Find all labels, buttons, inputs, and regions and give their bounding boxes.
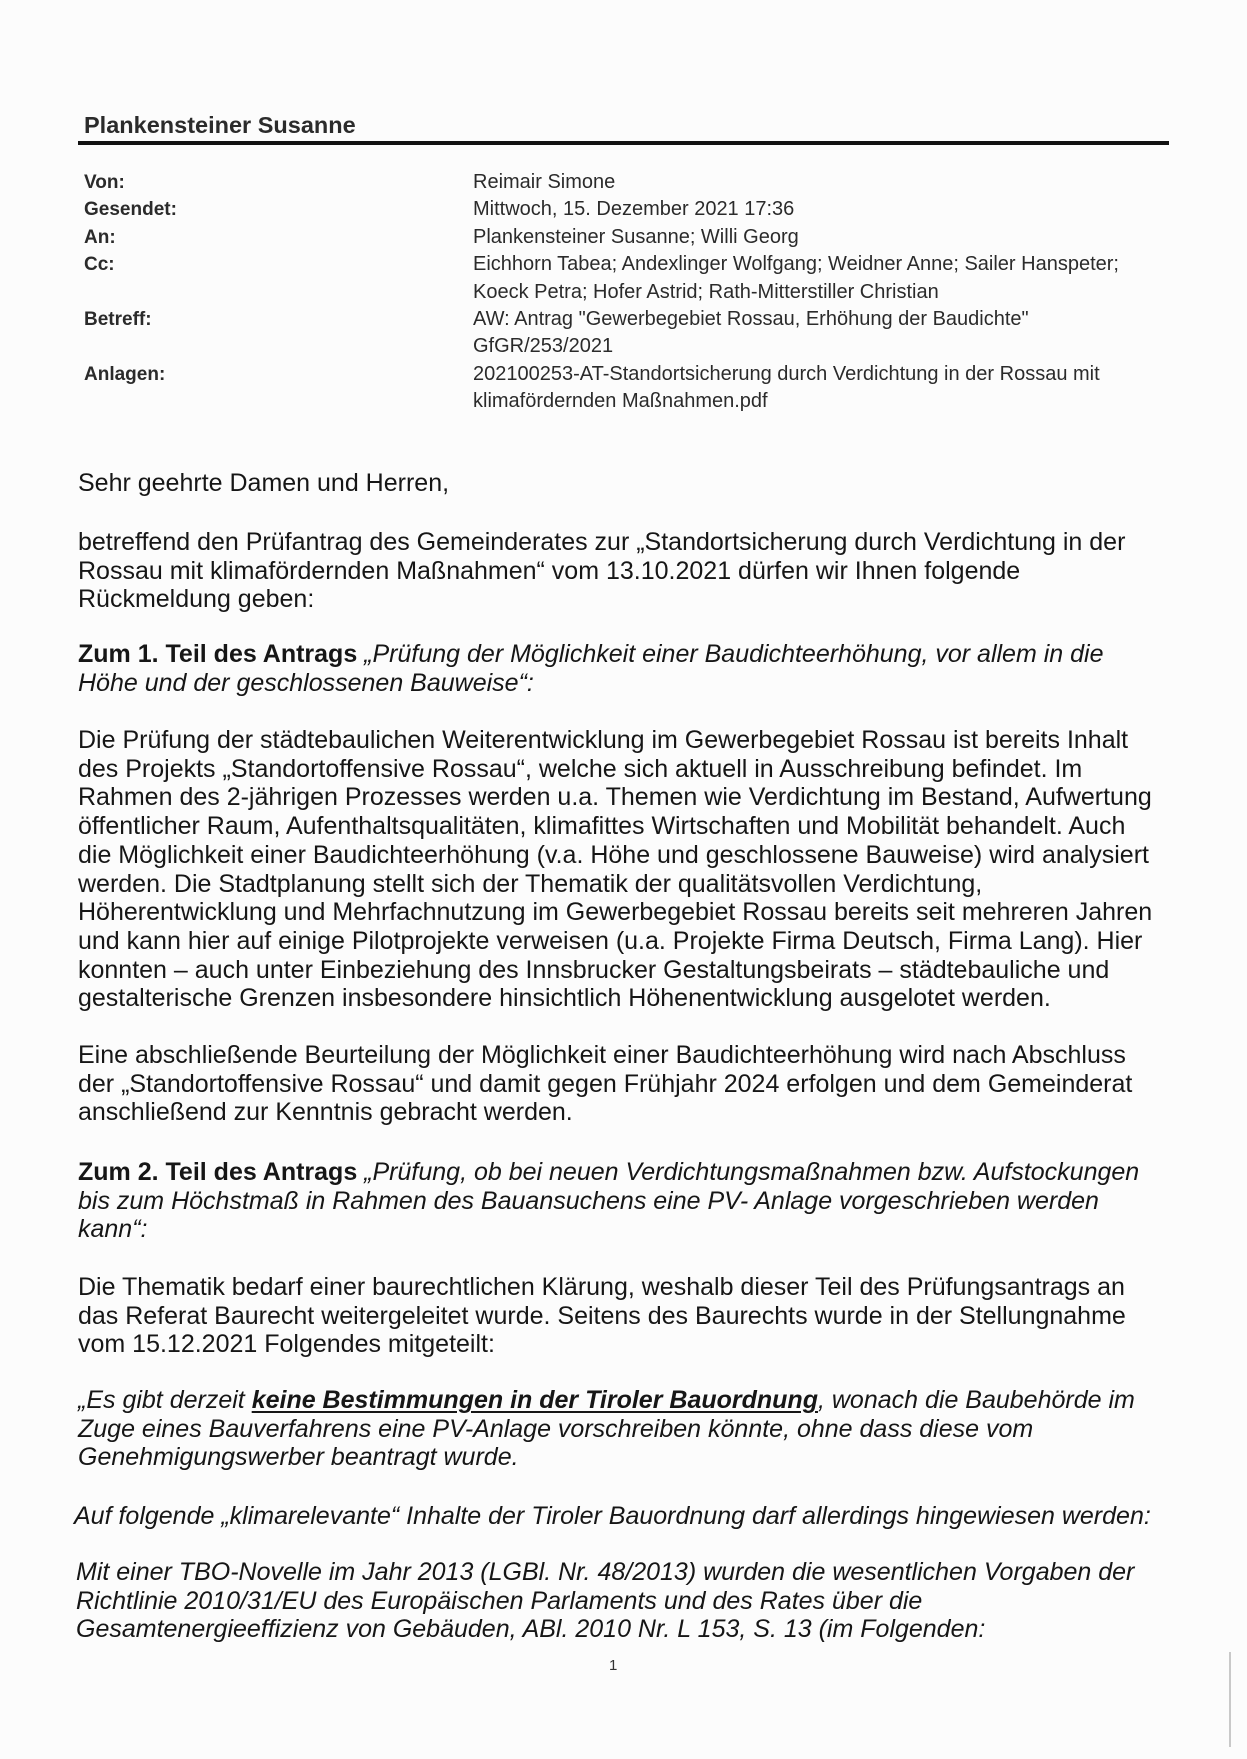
field-label-subject: Betreff: [84, 309, 152, 331]
salutation-text: Sehr geehrte Damen und Herren, [78, 469, 450, 497]
part2-heading [78, 1158, 1139, 1244]
conclusion-line: der „Standortoffensive Rossau“ und damit gegen Frühjahr 2024 erfolgen und dem Gemeinderat [78, 1069, 1133, 1098]
attachment-line: klimafördernden Maßnahmen.pdf [473, 390, 768, 413]
part1-request-text: „Prüfung der Möglichkeit einer Baudichteerhöhung, vor allem in die [357, 640, 1104, 668]
part2-request-text: bis zum Höchstmaß in Rahmen des Bauansuchens eine PV- Anlage vorgeschrieben werden [78, 1186, 1099, 1215]
cc-line: Koeck Petra; Hofer Astrid; Rath-Mitterstiller Christian [473, 280, 939, 303]
part2-label: Zum 2. Teil des Antrags [78, 1158, 358, 1186]
cc-line: Eichhorn Tabea; Andexlinger Wolfgang; Weidner Anne; Sailer Hanspeter; [473, 253, 1119, 276]
field-value-subject [473, 306, 1029, 361]
part1-line: und kann hier auf einige Pilotprojekte verweisen (u.a. Projekte Firma Deutsch, Firma Lang). Hier [78, 926, 1143, 955]
part1-line: öffentlicher Raum, Aufenthaltsqualitäten, klimafittes Wirtschaften und Mobilität behandelt. Auch [78, 812, 1126, 841]
part2-request-text: „Prüfung, ob bei neuen Verdichtungsmaßnahmen bzw. Aufstockungen [357, 1158, 1140, 1186]
climate-note [74, 1502, 1151, 1531]
salutation [78, 469, 449, 498]
quote-rest: , wonach die Baubehörde im [817, 1386, 1135, 1414]
tbo-paragraph [76, 1558, 1134, 1644]
intro-paragraph [78, 528, 1125, 614]
baurecht-quote [78, 1386, 1135, 1472]
field-value-to [473, 224, 799, 251]
field-value-sent [473, 196, 794, 223]
quote-line: Zuge eines Bauverfahrens eine PV-Anlage vorschreiben könnte, ohne dass diese vom [78, 1414, 1034, 1443]
conclusion-line: Eine abschließende Beurteilung der Möglichkeit einer Baudichteerhöhung wird nach Abschluss [78, 1041, 1126, 1069]
field-from [84, 169, 1184, 196]
field-label-sent: Gesendet: [84, 199, 177, 221]
part1-paragraph [78, 726, 1152, 1013]
climate-note-text: Auf folgende „klimarelevante“ Inhalte der Tiroler Bauordnung darf allerdings hingewiesen werden: [74, 1502, 1151, 1530]
field-subject [84, 306, 1184, 361]
part1-conclusion [78, 1041, 1132, 1127]
field-value-cc [473, 251, 1119, 306]
field-value-from [473, 169, 615, 196]
field-to [84, 224, 1184, 251]
subject-line: AW: Antrag "Gewerbegebiet Rossau, Erhöhung der Baudichte" [473, 308, 1029, 331]
part2-request-text: kann“: [78, 1215, 148, 1244]
tbo-line: Mit einer TBO-Novelle im Jahr 2013 (LGBl. Nr. 48/2013) wurden die wesentlichen Vorgaben der [76, 1558, 1135, 1586]
part2-line: vom 15.12.2021 Folgendes mitgeteilt: [78, 1330, 495, 1359]
intro-line: Rückmeldung geben: [78, 585, 315, 614]
part1-heading-line [78, 640, 1104, 669]
part1-heading [78, 640, 1104, 697]
part1-line: Die Prüfung der städtebaulichen Weiterentwicklung im Gewerbegebiet Rossau ist bereits Inhalt [78, 726, 1129, 754]
field-sent [84, 196, 1184, 223]
sender-name: Reimair Simone [473, 171, 616, 193]
field-label-to: An: [84, 226, 116, 248]
field-label-from: Von: [84, 172, 125, 193]
part2-heading-line [78, 1158, 1139, 1187]
page-number: 1 [609, 1657, 618, 1674]
part1-request-text: Höhe und der geschlossenen Bauweise“: [78, 668, 534, 697]
field-label-cc: Cc: [84, 254, 115, 276]
sent-date: Mittwoch, 15. Dezember 2021 17:36 [473, 198, 795, 221]
quote-line: Genehmigungswerber beantragt wurde. [78, 1443, 519, 1472]
attachment-line: 202100253-AT-Standortsicherung durch Verdichtung in der Rossau mit [473, 362, 1100, 385]
part1-line: konnten – auch unter Einbeziehung des Innsbrucker Gestaltungsbeirats – städtebauliche und [78, 955, 1110, 984]
intro-line: betreffend den Prüfantrag des Gemeinderates zur „Standortsicherung durch Verdichtung in der [78, 528, 1126, 556]
part1-line: die Möglichkeit einer Baudichteerhöhung (v.a. Höhe und geschlossene Bauweise) wird analysiert [78, 840, 1149, 869]
email-header-fields [84, 169, 1184, 416]
quote-line [78, 1386, 1135, 1415]
field-cc [84, 251, 1184, 306]
intro-line: Rossau mit klimafördernden Maßnahmen“ vom 13.10.2021 dürfen wir Ihnen folgende [78, 556, 1021, 585]
part1-line: gestalterische Grenzen insbesondere hinsichtlich Höhenentwicklung ausgelotet werden. [78, 984, 1051, 1013]
conclusion-line: anschließend zur Kenntnis gebracht werden. [78, 1098, 573, 1127]
mailbox-owner-name: Plankensteiner Susanne [84, 112, 356, 138]
part2-paragraph [78, 1273, 1126, 1359]
part1-line: Rahmen des 2-jährigen Prozesses werden u.a. Themen wie Verdichtung im Bestand, Aufwertung [78, 783, 1152, 812]
quote-start: „Es gibt derzeit [78, 1386, 252, 1414]
scan-page-edge [1229, 1652, 1231, 1747]
field-attachments [84, 361, 1184, 416]
header-rule [78, 141, 1169, 145]
part1-line: Höherentwicklung und Mehrfachnutzung im Gewerbegebiet Rossau bereits seit mehreren Jahren [78, 898, 1153, 927]
quote-emphasis: keine Bestimmungen in der Tiroler Bauordnung [251, 1386, 818, 1414]
part1-label: Zum 1. Teil des Antrags [78, 640, 358, 668]
part1-line: des Projekts „Standortoffensive Rossau“, welche sich aktuell in Ausschreibung befindet. Im [78, 754, 1083, 783]
field-value-attachments [473, 361, 1100, 416]
subject-line: GfGR/253/2021 [473, 335, 614, 358]
part1-line: werden. Die Stadtplanung stellt sich der Thematik der qualitätsvollen Verdichtung, [78, 869, 983, 898]
part2-line: das Referat Baurecht weitergeleitet wurde. Seitens des Baurechts wurde in der Stellungnahme [78, 1301, 1126, 1330]
recipients: Plankensteiner Susanne; Willi Georg [473, 225, 799, 248]
tbo-line: Gesamtenergieeffizienz von Gebäuden, ABl. 2010 Nr. L 153, S. 13 (im Folgenden: [76, 1615, 986, 1644]
part2-line: Die Thematik bedarf einer baurechtlichen Klärung, weshalb dieser Teil des Prüfungsantrags an [78, 1273, 1125, 1301]
tbo-line: Richtlinie 2010/31/EU des Europäischen Parlaments und des Rates über die [76, 1586, 923, 1615]
field-label-attachments: Anlagen: [84, 363, 166, 385]
